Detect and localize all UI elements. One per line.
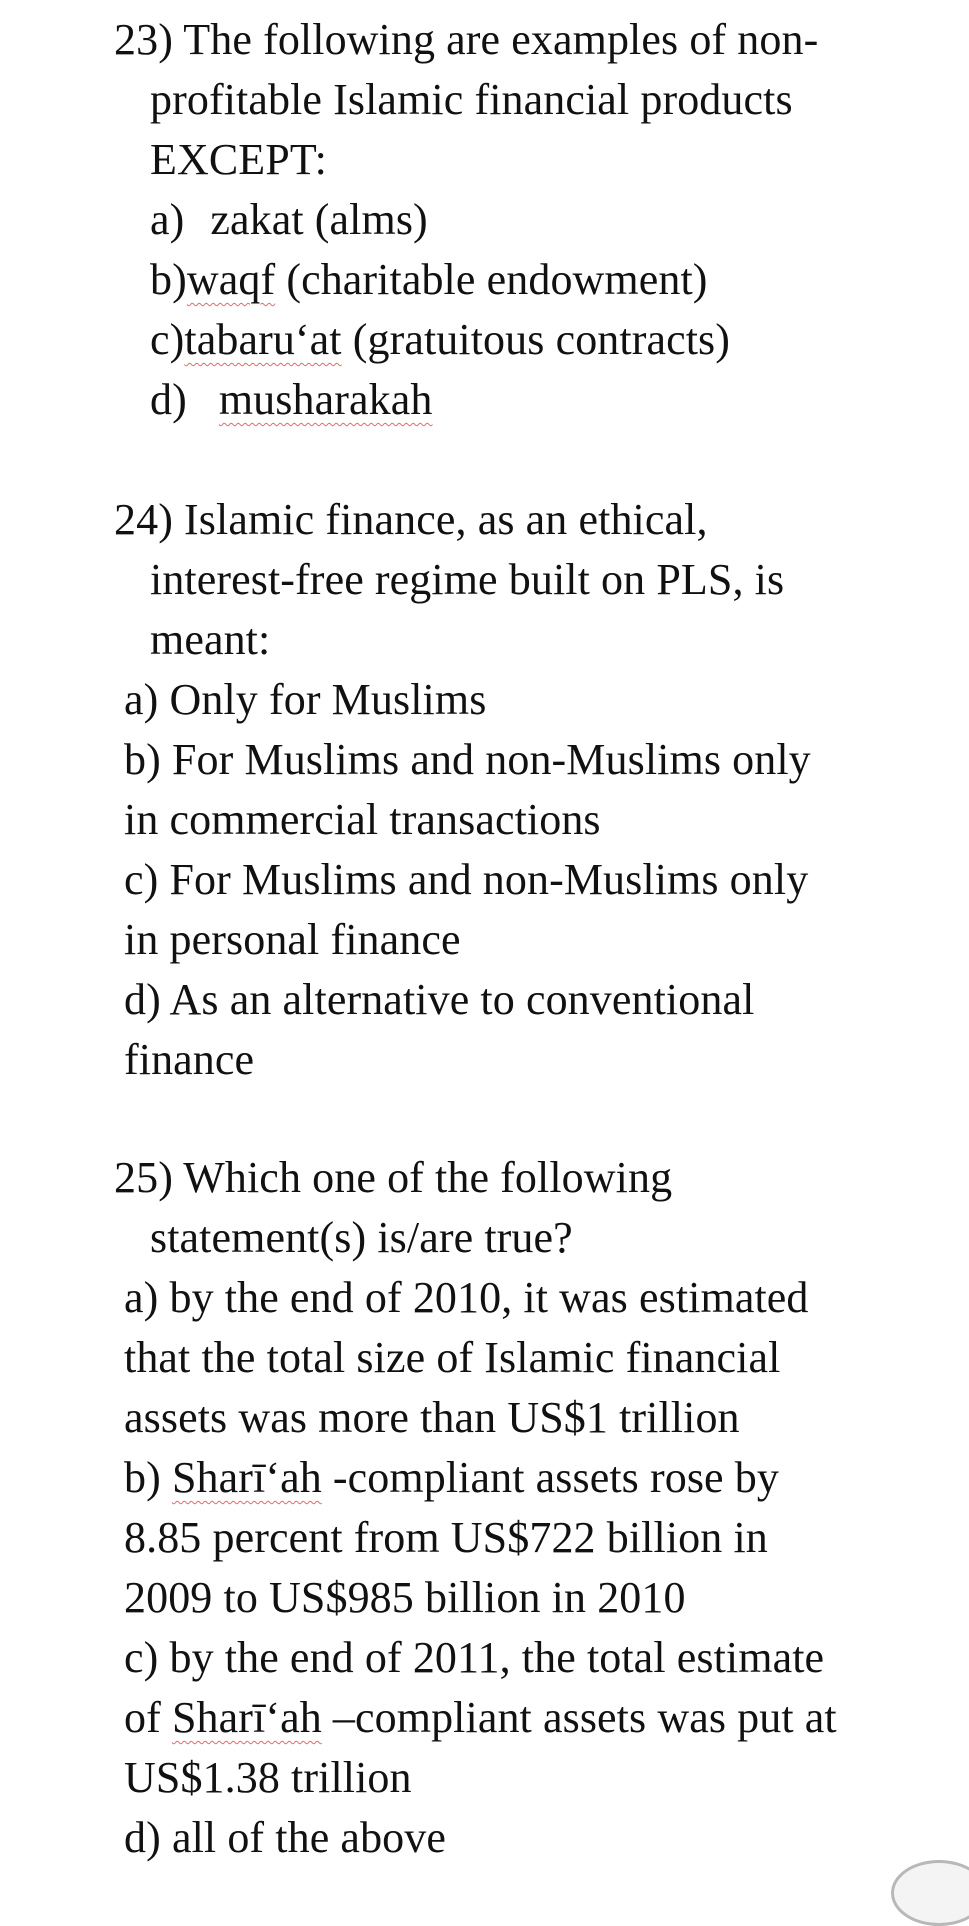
q23-stem-line-3: EXCEPT: — [150, 135, 327, 184]
q23-option-b — [150, 250, 708, 310]
q23-option-b-prefix: b) — [150, 255, 187, 304]
q24-option-d-line-2: finance — [124, 1035, 255, 1084]
q23-option-c — [150, 310, 730, 370]
q25-option-a-line-2: that the total size of Islamic financial — [124, 1333, 781, 1382]
q23-option-c-squiggly-word: tabaru‘at — [184, 315, 342, 364]
q24-option-b-line-1: b) For Muslims and non-Muslims only — [124, 735, 811, 784]
q24-option-d-line-1: d) As an alternative to conventional — [124, 975, 755, 1024]
q23-option-c-rest: (gratuitous contracts) — [341, 315, 731, 364]
q25-option-a-line-1: a) by the end of 2010, it was estimated — [124, 1273, 809, 1322]
q25-option-c-rest: –compliant assets was put at — [321, 1693, 837, 1742]
q25-option-b-prefix: b) — [124, 1453, 172, 1502]
q24-option-b-line-2: in commercial transactions — [124, 795, 601, 844]
q25-option-b-squiggly-word: Sharī‘ah — [171, 1453, 322, 1502]
q23-option-a — [150, 190, 428, 250]
q23-option-b-rest: (charitable endowment) — [275, 255, 708, 304]
q25-option-c-prefix: of — [124, 1693, 172, 1742]
q23-stem-line-2: profitable Islamic financial products — [150, 75, 793, 124]
q24-option-a-line-1: a) Only for Muslims — [124, 675, 487, 724]
q25-option-b-rest: -compliant assets rose by — [321, 1453, 779, 1502]
q25-option-b-line-2: 8.85 percent from US$722 billion in — [124, 1513, 768, 1562]
q25-option-b-line-1 — [124, 1448, 779, 1508]
q23-option-d-prefix: d) — [150, 375, 187, 424]
q24-option-c-line-2: in personal finance — [124, 915, 461, 964]
q23-option-d-squiggly-word: musharakah — [218, 375, 433, 424]
q24-option-c-line-1: c) For Muslims and non-Muslims only — [124, 855, 809, 904]
q23-stem-line-1: 23) The following are examples of non- — [114, 15, 819, 64]
q25-option-c-line-2 — [124, 1688, 837, 1748]
q24-stem-line-1: 24) Islamic finance, as an ethical, — [114, 495, 708, 544]
q23-option-a-prefix: a) — [150, 195, 185, 244]
q25-option-b-line-3: 2009 to US$985 billion in 2010 — [124, 1573, 686, 1622]
q23-option-a-text: zakat (alms) — [210, 195, 428, 244]
q24-stem-line-3: meant: — [150, 615, 271, 664]
q25-option-c-squiggly-word: Sharī‘ah — [171, 1693, 322, 1742]
q25-option-a-line-3: assets was more than US$1 trillion — [124, 1393, 740, 1442]
q24-stem-line-2: interest-free regime built on PLS, is — [150, 555, 785, 604]
q23-option-c-prefix: c) — [150, 315, 185, 364]
q25-option-d-line-1: d) all of the above — [124, 1813, 446, 1862]
q25-stem-line-2: statement(s) is/are true? — [150, 1213, 573, 1262]
q25-option-c-line-3: US$1.38 trillion — [124, 1753, 412, 1802]
q23-option-b-squiggly-word: waqf — [186, 255, 276, 304]
q25-option-c-line-1: c) by the end of 2011, the total estimate — [124, 1633, 825, 1682]
corner-scroll-button[interactable] — [891, 1860, 969, 1926]
q25-stem-line-1: 25) Which one of the following — [114, 1153, 673, 1202]
q23-option-d — [150, 370, 432, 430]
